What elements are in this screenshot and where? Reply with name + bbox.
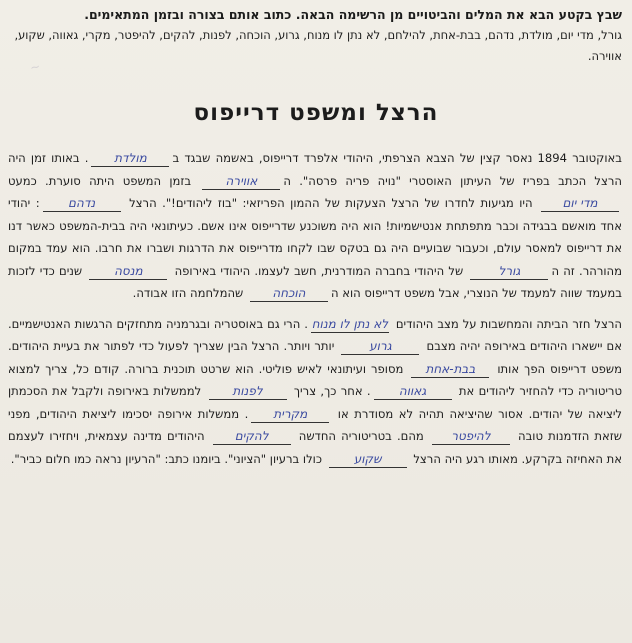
passage-text: . באותו זמן היה הרצל הכתב בפריז של העיתון האוסטרי "נויה פריה פרסה". ה [8, 151, 622, 188]
fill-in-blank[interactable]: נדהם [43, 196, 121, 212]
passage-text: . הרי גם באוסטריה ובגרמניה מתחזקים הרגשות האנטישמיים. אם יישארו היהודים באירופה יהיה מצבם [8, 316, 622, 353]
passage-text: . אחר כך, צריך [289, 384, 371, 398]
fill-in-blank[interactable]: גורל [470, 264, 548, 280]
page-title: הרצל ומשפט דרייפוס [193, 100, 439, 126]
passage [8, 147, 622, 478]
faint-pencil-mark: ~ [28, 59, 42, 75]
fill-in-blank[interactable]: גרוע [341, 339, 419, 355]
fill-in-blank[interactable]: גאווה [374, 384, 452, 400]
passage-text: של היהודי בחברה המודרנית, חשב לעצמו. היהודי באירופה [170, 263, 468, 278]
fill-in-blank[interactable]: לא נתן לו מנוח [311, 316, 389, 331]
passage-text: שהמלחמה הזו אבודה. [132, 286, 247, 300]
fill-in-blank[interactable]: מנסה [89, 264, 167, 280]
passage-text: יותר ויותר. הרצל הבין שצריך לפעול כדי לפתור את בעיית היהודים. משפט דרייפוס הפך אותו [8, 339, 622, 376]
fill-in-blank[interactable]: מדי יום [541, 196, 619, 212]
fill-in-blank[interactable]: להיפטר [432, 429, 510, 445]
passage-text: הרצל חזר הביתה והמחשבות על מצב היהודים [391, 316, 623, 331]
passage-text: באוקטובר 1894 נאסר קצין של הצבא הצרפתי, היהודי אלפרד דרייפוס, באשמה שבגד ב [172, 151, 623, 165]
passage-text: : יהודי אחד מואשם בבגידה וכבר מתפתחת אנטישמיות! הוא היה משוכנע שדרייפוס אינו אשם. כעיתונאי היה בבית-המשפט כאשר דנו את דרייפוס למאסר עולם, וכעבור שבועיים היה גם בטקס שבו לקחו מדרייפוס את הדרגות ושברו את חרבו. הוא עמד במקום מהורהר. זה ה [8, 196, 622, 278]
fill-in-blank[interactable]: להקים [213, 429, 291, 445]
fill-in-blank[interactable]: מולדת [91, 151, 169, 167]
passage-text: לממשלות באירופה ולקבל את הסכמתן ליציאה של יהודים. אסור שהיציאה תהיה לא מסודרת או [8, 384, 623, 421]
passage-text: היהודים מדינה עצמאית, ויחזירו לעצמם את האחיזה בקרקע. מאותו רגע היה הרצל [8, 429, 622, 466]
passage-paragraph [8, 313, 622, 471]
passage-text: . ממשלות אירופה יסכימו ליציאת היהודים, מפני שזאת הזדמנות טובה [8, 406, 622, 443]
passage-text: שנים כדי לזכות במעמד שווה למעמד של הנוצרי, אבל משפט דרייפוס הוא ה [8, 263, 622, 300]
fill-in-blank[interactable]: מקרית [251, 407, 329, 423]
passage-text: בזמן המשפט היתה סוערת. כמעט [8, 173, 200, 188]
passage-text: מהם. בטריטוריה החדשה [293, 429, 429, 443]
passage-text: מסופר ועיתונאי לאיש פוליטי. הוא שרטט תוכנית ברורה. קודם כל, צריך למצוא טריטוריה כדי להחזיר ליהודים את [8, 361, 622, 398]
passage-text: כולו ברעיון "הציוני". ביומנו כתב: "הרעיון נראה כמו חלום כביר". [10, 451, 326, 466]
word-bank: גורל, מדי יום, מולדת, נדהם, בבת-אחת, להילחם, לא נתן לו מנוח, גרוע, הוכחה, לפנות, להקים, להיפטר, מקרי, גאווה, שקוע, אווירה. [14, 28, 622, 63]
instructions-line: שבץ בקטע הבא את המלים והביטויים מן הרשימה הבאה. כתוב אותם בצורה ובזמן המתאימים. [84, 7, 622, 22]
instructions [10, 4, 622, 67]
fill-in-blank[interactable]: הוכחה [250, 286, 328, 302]
passage-text: היו מגיעות לחדרו של הרצל הצעקות של ההמון הפריזאי: "בוז ליהודים!". הרצל [123, 196, 538, 210]
fill-in-blank[interactable]: בבת-אחת [411, 362, 489, 378]
fill-in-blank[interactable]: אווירה [202, 174, 280, 190]
fill-in-blank[interactable]: לפנות [209, 384, 287, 400]
passage-paragraph [8, 147, 622, 305]
fill-in-blank[interactable]: שקוע [329, 452, 407, 468]
